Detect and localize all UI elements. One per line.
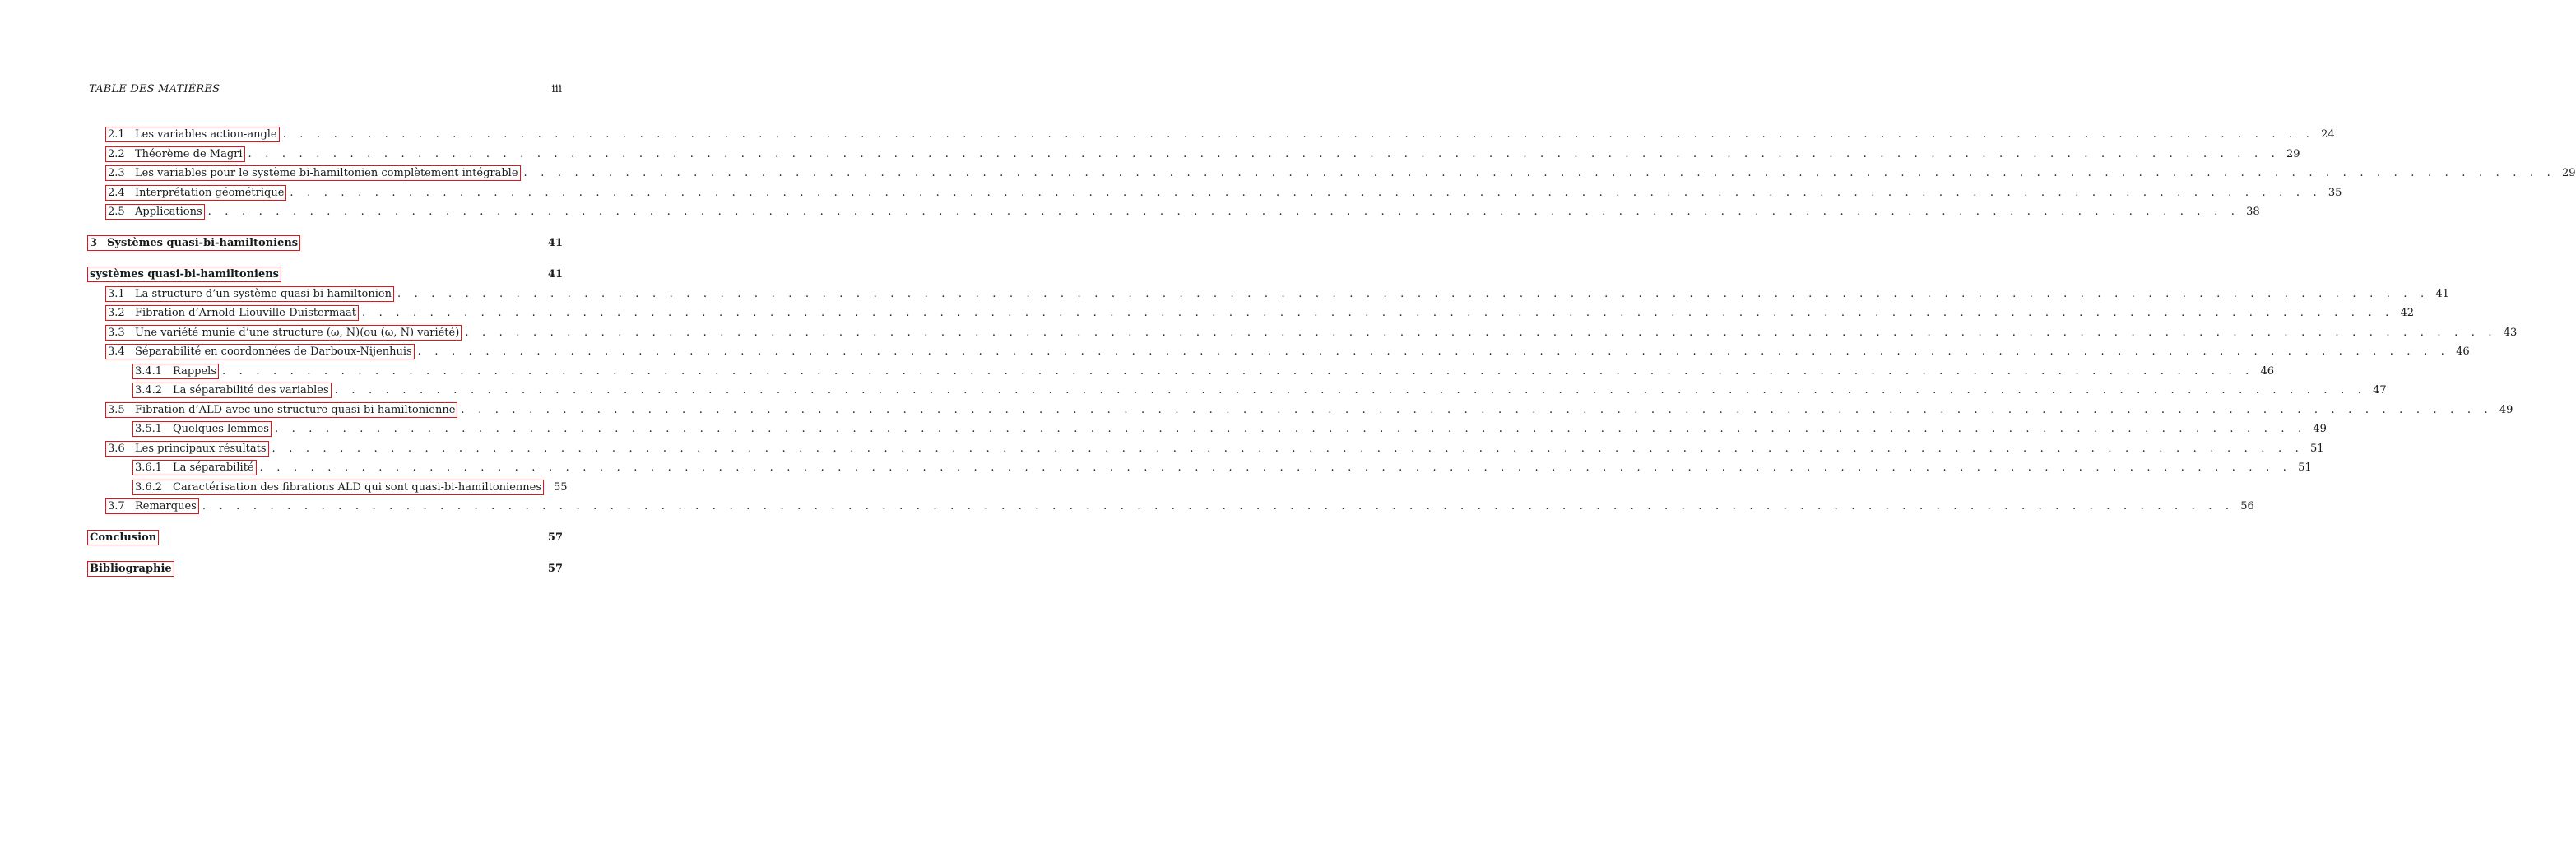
- toc-leader-dots: . . . . . . . . . . . . . . . . . . . . . . . . . . . . . . . . . . . . . . . . . . . . . . . . . . . . . . . . . . . . . . . . . . . . . . . . . . . . . . . . . . . . . . . . . . . . . . . . . . . . . . . . . . . . . . . . . . . . . . . .: [222, 364, 2254, 378]
- toc-link[interactable]: [87, 235, 300, 251]
- toc-chapter-entry: [87, 234, 563, 253]
- toc-link[interactable]: [105, 498, 199, 514]
- toc-number: 2.4: [108, 186, 125, 199]
- toc-leader-dots: . . . . . . . . . . . . . . . . . . . . . . . . . . . . . . . . . . . . . . . . . . . . . . . . . . . . . . . . . . . . . . . . . . . . . . . . . . . . . . . . . . . . . . . . . . . . . . . . . . . . . . . . . . . . . . . . . . . . . . . .: [417, 345, 2450, 359]
- toc-section-entry: [87, 497, 2254, 517]
- toc-link[interactable]: [87, 561, 174, 577]
- toc-link[interactable]: [132, 382, 332, 398]
- toc-leader-dots: . . . . . . . . . . . . . . . . . . . . . . . . . . . . . . . . . . . . . . . . . . . . . . . . . . . . . . . . . . . . . . . . . . . . . . . . . . . . . . . . . . . . . . . . . . . . . . . . . . . . . . . . . . . . . . . . . . . . . . . .: [202, 500, 2235, 513]
- toc-link[interactable]: [105, 441, 269, 457]
- toc-title: Fibration d’Arnold-Liouville-Duistermaat: [135, 307, 357, 320]
- toc-link[interactable]: [87, 530, 159, 545]
- header-title: TABLE DES MATIÈRES: [89, 83, 220, 95]
- toc-section-entry: [87, 458, 2312, 478]
- toc-section-entry: [87, 164, 2576, 183]
- toc-link[interactable]: [105, 305, 359, 321]
- toc-title: Rappels: [173, 364, 217, 378]
- toc-leader-dots: . . . . . . . . . . . . . . . . . . . . . . . . . . . . . . . . . . . . . . . . . . . . . . . . . . . . . . . . . . . . . . . . . . . . . . . . . . . . . . . . . . . . . . . . . . . . . . . . . . . . . . . . . . . . . . . . . . . . . . . .: [272, 442, 2304, 455]
- toc-page-number: 35: [2328, 186, 2342, 199]
- toc-section-entry: [87, 478, 568, 498]
- toc-number: 3.6.1: [135, 461, 163, 475]
- toc-page-number: 51: [2298, 461, 2312, 475]
- toc-title: Applications: [135, 206, 202, 219]
- toc-title: La séparabilité: [173, 461, 254, 475]
- toc-link[interactable]: [105, 165, 521, 181]
- toc-page-number: 56: [2240, 500, 2254, 513]
- toc-link[interactable]: [105, 204, 205, 220]
- toc-leader-dots: . . . . . . . . . . . . . . . . . . . . . . . . . . . . . . . . . . . . . . . . . . . . . . . . . . . . . . . . . . . . . . . . . . . . . . . . . . . . . . . . . . . . . . . . . . . . . . . . . . . . . . . . . . . . . . . . . . . . . . . .: [362, 307, 2394, 320]
- toc-leader-dots: . . . . . . . . . . . . . . . . . . . . . . . . . . . . . . . . . . . . . . . . . . . . . . . . . . . . . . . . . . . . . . . . . . . . . . . . . . . . . . . . . . . . . . . . . . . . . . . . . . . . . . . . . . . . . . . . . . . . . . . .: [461, 403, 2493, 416]
- toc-title: Bibliographie: [90, 563, 172, 575]
- toc-number: 2.5: [108, 206, 125, 219]
- toc-leader-dots: . . . . . . . . . . . . . . . . . . . . . . . . . . . . . . . . . . . . . . . . . . . . . . . . . . . . . . . . . . . . . . . . . . . . . . . . . . . . . . . . . . . . . . . . . . . . . . . . . . . . . . . . . . . . . . . . . . . . . . . .: [259, 461, 2292, 475]
- toc-number: 2.1: [108, 128, 125, 141]
- toc-link[interactable]: [132, 480, 544, 495]
- toc-chapter-entry: [87, 265, 563, 285]
- toc-number: 2.3: [108, 167, 125, 180]
- toc-link[interactable]: [132, 460, 257, 475]
- toc-title: La structure d’un système quasi-bi-hamiltonien: [135, 287, 392, 300]
- toc-section-entry: [87, 439, 2324, 459]
- toc-section-entry: [87, 401, 2513, 420]
- toc-link[interactable]: [132, 421, 272, 437]
- toc-section-entry: [87, 202, 2260, 222]
- toc-section-entry: [87, 362, 2274, 382]
- toc-link[interactable]: [105, 325, 462, 341]
- toc-section-entry: [87, 145, 2300, 165]
- toc-title: Théorème de Magri: [135, 147, 243, 160]
- toc-link[interactable]: [105, 146, 245, 162]
- toc-leader-dots: . . . . . . . . . . . . . . . . . . . . . . . . . . . . . . . . . . . . . . . . . . . . . . . . . . . . . . . . . . . . . . . . . . . . . . . . . . . . . . . . . . . . . . . . . . . . . . . . . . . . . . . . . . . . . . . . . . . . . . . .: [290, 186, 2322, 199]
- toc-page-number: 46: [2456, 345, 2470, 359]
- toc-page-number: 51: [2309, 442, 2324, 455]
- toc-section-entry: [87, 183, 2342, 203]
- toc-number: 3.2: [108, 307, 125, 320]
- toc-link[interactable]: [105, 344, 415, 359]
- toc-number: 3.4: [108, 345, 125, 359]
- toc-title: Conclusion: [90, 531, 157, 544]
- toc-link[interactable]: [87, 267, 281, 282]
- toc-page-number: 43: [2503, 326, 2518, 339]
- toc-section-entry: [87, 125, 2335, 145]
- toc-number: 3.5: [108, 403, 125, 416]
- toc-title: La séparabilité des variables: [173, 384, 329, 397]
- toc-title: Une variété munie d’une structure (ω, N)(ou (ω, N) variété): [135, 326, 460, 339]
- toc-page-number: 41: [2435, 287, 2449, 300]
- toc-number: 3.6: [108, 442, 125, 455]
- toc-page-number: 42: [2400, 307, 2414, 320]
- toc-link[interactable]: [132, 364, 219, 379]
- toc-title: Remarques: [135, 500, 197, 513]
- toc-page-number: 46: [2260, 364, 2274, 378]
- toc-link[interactable]: [105, 286, 394, 302]
- toc-page-number: 24: [2321, 128, 2335, 141]
- header-page-number: iii: [551, 83, 562, 95]
- toc-number: 3.5.1: [135, 423, 163, 436]
- toc-title: Quelques lemmes: [173, 423, 269, 436]
- toc-number: 3.1: [108, 287, 125, 300]
- toc-title: Interprétation géométrique: [135, 186, 285, 199]
- table-of-contents: [87, 125, 2576, 579]
- toc-page-number: 57: [547, 563, 563, 575]
- toc-leader-dots: . . . . . . . . . . . . . . . . . . . . . . . . . . . . . . . . . . . . . . . . . . . . . . . . . . . . . . . . . . . . . . . . . . . . . . . . . . . . . . . . . . . . . . . . . . . . . . . . . . . . . . . . . . . . . . . . . . . . . . . .: [465, 326, 2497, 339]
- toc-title: Séparabilité en coordonnées de Darboux-Nijenhuis: [135, 345, 412, 359]
- toc-title: Les principaux résultats: [135, 442, 267, 455]
- toc-section-entry: [87, 285, 2449, 304]
- toc-title: Caractérisation des fibrations ALD qui sont quasi-bi-hamiltoniennes: [173, 480, 542, 494]
- toc-leader-dots: . . . . . . . . . . . . . . . . . . . . . . . . . . . . . . . . . . . . . . . . . . . . . . . . . . . . . . . . . . . . . . . . . . . . . . . . . . . . . . . . . . . . . . . . . . . . . . . . . . . . . . . . . . . . . . . . . . . . . . . .: [248, 147, 2280, 160]
- toc-page-number: 29: [2286, 147, 2300, 160]
- toc-leader-dots: . . . . . . . . . . . . . . . . . . . . . . . . . . . . . . . . . . . . . . . . . . . . . . . . . . . . . . . . . . . . . . . . . . . . . . . . . . . . . . . . . . . . . . . . . . . . . . . . . . . . . . . . . . . . . . . . . . . . . . . .: [274, 423, 2307, 436]
- toc-number: 3.7: [108, 500, 125, 513]
- toc-number: 3.3: [108, 326, 125, 339]
- toc-chapter-entry: [87, 559, 563, 579]
- toc-section-entry: [87, 304, 2414, 323]
- toc-leader-dots: . . . . . . . . . . . . . . . . . . . . . . . . . . . . . . . . . . . . . . . . . . . . . . . . . . . . . . . . . . . . . . . . . . . . . . . . . . . . . . . . . . . . . . . . . . . . . . . . . . . . . . . . . . . . . . . . . . . . . . . .: [334, 384, 2367, 397]
- toc-number: 3.4.2: [135, 384, 163, 397]
- toc-leader-dots: . . . . . . . . . . . . . . . . . . . . . . . . . . . . . . . . . . . . . . . . . . . . . . . . . . . . . . . . . . . . . . . . . . . . . . . . . . . . . . . . . . . . . . . . . . . . . . . . . . . . . . . . . . . . . . . . . . . . . . . .: [523, 167, 2555, 180]
- toc-page-number: 49: [2313, 423, 2327, 436]
- toc-title: Les variables pour le système bi-hamiltonien complètement intégrable: [135, 167, 518, 180]
- toc-link[interactable]: [105, 402, 457, 418]
- toc-chapter-entry: [87, 528, 563, 548]
- toc-title: Fibration d’ALD avec une structure quasi-bi-hamiltonienne: [135, 403, 456, 416]
- toc-link[interactable]: [105, 127, 280, 142]
- toc-number: 3.4.1: [135, 364, 163, 378]
- toc-section-entry: [87, 381, 2387, 401]
- toc-page-number: 47: [2373, 384, 2387, 397]
- toc-page-number: 49: [2499, 403, 2513, 416]
- toc-page-number: 41: [547, 268, 563, 280]
- toc-page-number: 41: [547, 237, 563, 249]
- toc-link[interactable]: [105, 185, 286, 201]
- toc-section-entry: [87, 323, 2518, 343]
- toc-title: Systèmes quasi-bi-hamiltoniens: [107, 237, 299, 249]
- toc-section-entry: [87, 420, 2327, 439]
- toc-page-number: 57: [547, 531, 563, 544]
- toc-leader-dots: . . . . . . . . . . . . . . . . . . . . . . . . . . . . . . . . . . . . . . . . . . . . . . . . . . . . . . . . . . . . . . . . . . . . . . . . . . . . . . . . . . . . . . . . . . . . . . . . . . . . . . . . . . . . . . . . . . . . . . . .: [397, 287, 2430, 300]
- toc-number: 2.2: [108, 147, 125, 160]
- toc-title: Les variables action-angle: [135, 128, 277, 141]
- running-header: [89, 83, 562, 95]
- toc-section-entry: [87, 342, 2470, 362]
- toc-page-number: 55: [554, 480, 568, 494]
- toc-leader-dots: . . . . . . . . . . . . . . . . . . . . . . . . . . . . . . . . . . . . . . . . . . . . . . . . . . . . . . . . . . . . . . . . . . . . . . . . . . . . . . . . . . . . . . . . . . . . . . . . . . . . . . . . . . . . . . . . . . . . . . . .: [207, 206, 2240, 219]
- toc-page-number: 38: [2246, 206, 2260, 219]
- toc-title: systèmes quasi-bi-hamiltoniens: [90, 268, 279, 280]
- toc-leader-dots: . . . . . . . . . . . . . . . . . . . . . . . . . . . . . . . . . . . . . . . . . . . . . . . . . . . . . . . . . . . . . . . . . . . . . . . . . . . . . . . . . . . . . . . . . . . . . . . . . . . . . . . . . . . . . . . . . . . . . . . .: [282, 128, 2315, 141]
- toc-number: 3.6.2: [135, 480, 163, 494]
- toc-number: 3: [90, 237, 98, 249]
- toc-page-number: 29: [2561, 167, 2576, 180]
